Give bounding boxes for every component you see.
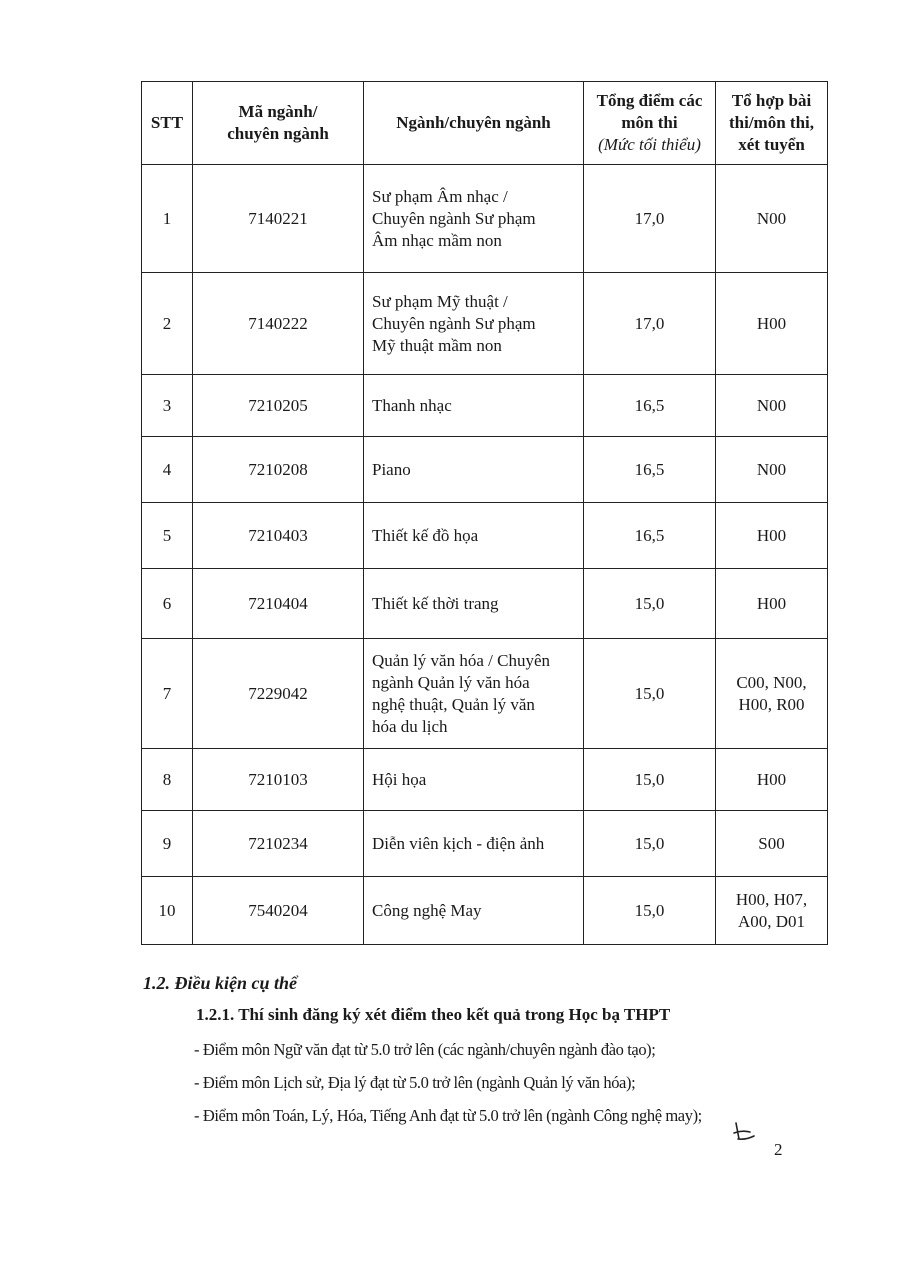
cell-major-name — [364, 639, 584, 749]
cell-min-score: 15,0 — [584, 569, 716, 639]
cell-major-name — [364, 811, 584, 877]
table-row — [142, 569, 828, 639]
cell-major-name-line: Thiết kế đồ họa — [372, 525, 479, 545]
cell-major-name-line: Piano — [372, 459, 411, 479]
cell-major-code: 7210404 — [193, 569, 364, 639]
cell-min-score: 15,0 — [584, 749, 716, 811]
cell-major-code: 7140221 — [193, 165, 364, 273]
cell-major-name-line: Mỹ thuật mầm non — [372, 335, 502, 355]
cell-min-score: 16,5 — [584, 437, 716, 503]
cell-combination-line: N00 — [756, 395, 787, 415]
page-number: 2 — [774, 1140, 783, 1159]
table-row — [142, 437, 828, 503]
table-row — [142, 375, 828, 437]
table-body — [142, 165, 828, 945]
admission-score-table — [141, 81, 828, 945]
cell-stt: 7 — [142, 639, 193, 749]
cell-combination-line: N00 — [756, 208, 787, 228]
cell-major-name-line: Thiết kế thời trang — [372, 593, 499, 613]
cell-major-name — [364, 273, 584, 375]
header-total-score-note: (Mức tối thiểu) — [598, 135, 701, 154]
cell-combination-line: H00, H07, — [735, 889, 808, 909]
cell-min-score: 16,5 — [584, 375, 716, 437]
cell-major-code: 7140222 — [193, 273, 364, 375]
cell-major-name-line: Hội họa — [372, 769, 427, 789]
cell-major-name-line: Sư phạm Âm nhạc / — [372, 186, 508, 206]
cell-major-name-line: Chuyên ngành Sư phạm — [372, 208, 536, 228]
cell-stt: 2 — [142, 273, 193, 375]
cell-major-name-line: Diễn viên kịch - điện ảnh — [372, 833, 545, 853]
cell-major-name-line: Quản lý văn hóa / Chuyên — [372, 650, 550, 670]
table-row — [142, 273, 828, 375]
condition-math-science-english: - Điểm môn Toán, Lý, Hóa, Tiếng Anh đạt từ 5.0 trở lên (ngành Công nghệ may); — [194, 1106, 702, 1125]
cell-subject-combination — [716, 437, 828, 503]
cell-major-name — [364, 375, 584, 437]
cell-combination-line: H00 — [756, 769, 787, 789]
cell-min-score: 17,0 — [584, 273, 716, 375]
cell-combination-line: H00 — [756, 593, 787, 613]
header-combination-line: thi/môn thi, — [728, 113, 815, 132]
cell-stt: 4 — [142, 437, 193, 503]
cell-major-name-line: Chuyên ngành Sư phạm — [372, 313, 536, 333]
cell-major-name-line: nghệ thuật, Quản lý văn — [372, 694, 535, 714]
table-row — [142, 749, 828, 811]
cell-subject-combination — [716, 503, 828, 569]
header-subject-combination — [716, 82, 828, 165]
cell-min-score: 15,0 — [584, 811, 716, 877]
cell-major-name-line: Công nghệ May — [372, 900, 482, 920]
cell-major-name-line: Âm nhạc mầm non — [372, 230, 502, 250]
cell-stt: 6 — [142, 569, 193, 639]
header-total-score-line: môn thi — [621, 113, 678, 132]
header-total-score-line: Tổng điểm các — [596, 91, 703, 110]
table-row — [142, 165, 828, 273]
cell-major-name-line: ngành Quản lý văn hóa — [372, 672, 530, 692]
cell-major-name — [364, 569, 584, 639]
cell-major-name-line: hóa du lịch — [372, 716, 448, 736]
cell-subject-combination — [716, 375, 828, 437]
cell-stt: 9 — [142, 811, 193, 877]
cell-stt: 3 — [142, 375, 193, 437]
cell-combination-line: S00 — [758, 833, 785, 853]
header-major-name: Ngành/chuyên ngành — [364, 82, 584, 165]
cell-subject-combination — [716, 811, 828, 877]
cell-min-score: 15,0 — [584, 639, 716, 749]
cell-combination-line: H00 — [756, 313, 787, 333]
header-major-code-line: Mã ngành/ — [238, 102, 318, 121]
cell-stt: 10 — [142, 877, 193, 945]
subsection-heading: 1.2.1. Thí sinh đăng ký xét điểm theo kết quả trong Học bạ THPT — [196, 1005, 671, 1024]
cell-major-code: 7210208 — [193, 437, 364, 503]
cell-major-name-line: Sư phạm Mỹ thuật / — [372, 291, 508, 311]
cell-major-name — [364, 165, 584, 273]
header-stt: STT — [142, 82, 193, 165]
cell-subject-combination — [716, 877, 828, 945]
cell-major-code: 7210205 — [193, 375, 364, 437]
cell-subject-combination — [716, 639, 828, 749]
cell-major-code: 7210103 — [193, 749, 364, 811]
cell-major-code: 7229042 — [193, 639, 364, 749]
cell-combination-line: H00 — [756, 525, 787, 545]
table-row — [142, 877, 828, 945]
cell-subject-combination — [716, 165, 828, 273]
cell-subject-combination — [716, 569, 828, 639]
cell-major-code: 7210234 — [193, 811, 364, 877]
cell-major-name — [364, 877, 584, 945]
cell-major-name — [364, 749, 584, 811]
cell-stt: 5 — [142, 503, 193, 569]
table-header-row — [142, 82, 828, 165]
condition-literature: - Điểm môn Ngữ văn đạt từ 5.0 trở lên (các ngành/chuyên ngành đào tạo); — [194, 1040, 656, 1059]
header-total-score — [584, 82, 716, 165]
table-row — [142, 811, 828, 877]
cell-min-score: 16,5 — [584, 503, 716, 569]
cell-min-score: 17,0 — [584, 165, 716, 273]
cell-combination-line: A00, D01 — [737, 911, 806, 931]
cell-stt: 8 — [142, 749, 193, 811]
header-major-code — [193, 82, 364, 165]
header-major-code-line: chuyên ngành — [227, 124, 329, 143]
cell-stt: 1 — [142, 165, 193, 273]
cell-combination-line: N00 — [756, 459, 787, 479]
cell-subject-combination — [716, 273, 828, 375]
section-heading: 1.2. Điều kiện cụ thể — [143, 973, 298, 993]
table-row — [142, 639, 828, 749]
handwritten-initial-mark — [732, 1121, 756, 1143]
table-row — [142, 503, 828, 569]
cell-major-name — [364, 437, 584, 503]
cell-major-name-line: Thanh nhạc — [372, 395, 452, 415]
header-combination-line: Tổ hợp bài — [731, 91, 812, 110]
cell-combination-line: C00, N00, — [736, 672, 807, 692]
cell-major-code: 7210403 — [193, 503, 364, 569]
condition-history-geography: - Điểm môn Lịch sử, Địa lý đạt từ 5.0 trở lên (ngành Quản lý văn hóa); — [194, 1073, 636, 1092]
cell-major-code: 7540204 — [193, 877, 364, 945]
cell-combination-line: H00, R00 — [738, 694, 805, 714]
header-combination-line: xét tuyển — [738, 135, 805, 154]
cell-subject-combination — [716, 749, 828, 811]
cell-major-name — [364, 503, 584, 569]
cell-min-score: 15,0 — [584, 877, 716, 945]
